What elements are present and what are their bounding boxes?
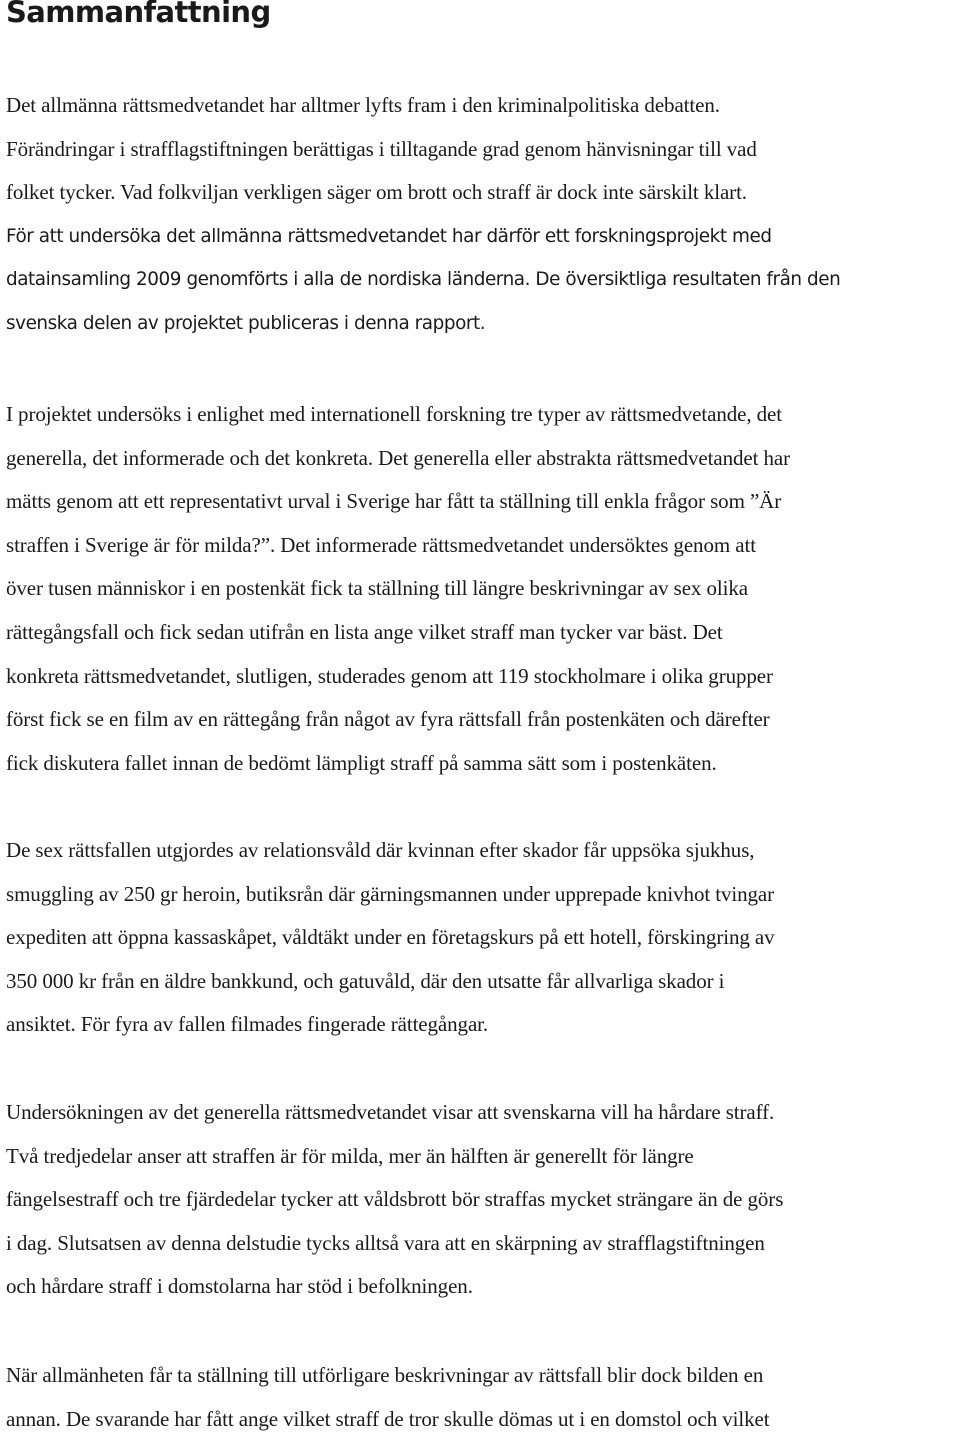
text-line: För att undersöka det allmänna rättsmedvetandet har därför ett forskningsprojekt med — [6, 225, 772, 247]
text-line: Förändringar i strafflagstiftningen berättigas i tilltagande grad genom hänvisningar till vad — [6, 136, 757, 161]
text-line: rättegångsfall och fick sedan utifrån en lista ange vilket straff man tycker var bäst. Det — [6, 619, 723, 644]
text-line: annan. De svarande har fått ange vilket straff de tror skulle dömas ut i en domstol och vilket — [6, 1406, 770, 1431]
paragraph-method — [6, 393, 960, 785]
text-line: över tusen människor i en postenkät fick ta ställning till längre beskrivningar av sex olika — [6, 576, 748, 601]
text-line: När allmänheten får ta ställning till utförligare beskrivningar av rättsfall blir dock bilden en — [6, 1363, 764, 1387]
paragraph-general-results — [6, 1091, 960, 1309]
text-line: smuggling av 250 gr heroin, butiksrån där gärningsmannen under upprepade knivhot tvingar — [6, 881, 775, 906]
text-line: och hårdare straff i domstolarna har stöd i befolkningen. — [6, 1274, 473, 1299]
text-line: Det allmänna rättsmedvetandet har alltmer lyfts fram i den kriminalpolitiska debatten. — [6, 93, 720, 117]
text-line: Två tredjedelar anser att straffen är för milda, mer än hälften är generellt för längre — [6, 1143, 694, 1168]
text-line: i dag. Slutsatsen av denna delstudie tycks alltså vara att en skärpning av strafflagstiftningen — [6, 1230, 765, 1255]
paragraph-introduction — [6, 84, 960, 346]
text-line: mätts genom att ett representativt urval i Sverige har fått ta ställning till enkla frågor som ”Är — [6, 489, 782, 514]
text-line: konkreta rättsmedvetandet, slutligen, studerades genom att 119 stockholmare i olika grupper — [6, 663, 773, 688]
text-line: först fick se en film av en rättegång från något av fyra rättsfall från postenkäten och därefter — [6, 707, 770, 732]
page-title: Sammanfattning — [6, 0, 271, 29]
text-line: svenska delen av projektet publiceras i denna rapport. — [6, 312, 486, 334]
text-line: I projektet undersöks i enlighet med internationell forskning tre typer av rättsmedvetande, det — [6, 402, 783, 426]
text-line: ansiktet. För fyra av fallen filmades fingerade rättegångar. — [6, 1012, 489, 1037]
text-line: Undersökningen av det generella rättsmedvetandet visar att svenskarna vill ha hårdare straff. — [6, 1100, 775, 1124]
text-line: datainsamling 2009 genomförts i alla de nordiska länderna. De översiktliga resultaten från den — [6, 269, 841, 291]
text-line: 350 000 kr från en äldre bankkund, och gatuvåld, där den utsatte får allvarliga skador i — [6, 968, 725, 993]
text-line: fick diskutera fallet innan de bedömt lämpligt straff på samma sätt som i postenkäten. — [6, 750, 717, 775]
paragraph-cases — [6, 829, 960, 1047]
paragraph-informed-results — [6, 1354, 960, 1434]
text-line: fängelsestraff och tre fjärdedelar tycker att våldsbrott bör straffas mycket strängare än de görs — [6, 1187, 784, 1212]
text-line: straffen i Sverige är för milda?”. Det informerade rättsmedvetandet undersöktes genom att — [6, 532, 756, 557]
text-line: De sex rättsfallen utgjordes av relationsvåld där kvinnan efter skador får uppsöka sjukhus, — [6, 838, 755, 862]
text-line: expediten att öppna kassaskåpet, våldtäkt under en företagskurs på ett hotell, förskingring av — [6, 925, 775, 950]
text-line: folket tycker. Vad folkviljan verkligen säger om brott och straff är dock inte särskilt klart. — [6, 180, 747, 205]
text-line: generella, det informerade och det konkreta. Det generella eller abstrakta rättsmedvetandet har — [6, 445, 791, 470]
